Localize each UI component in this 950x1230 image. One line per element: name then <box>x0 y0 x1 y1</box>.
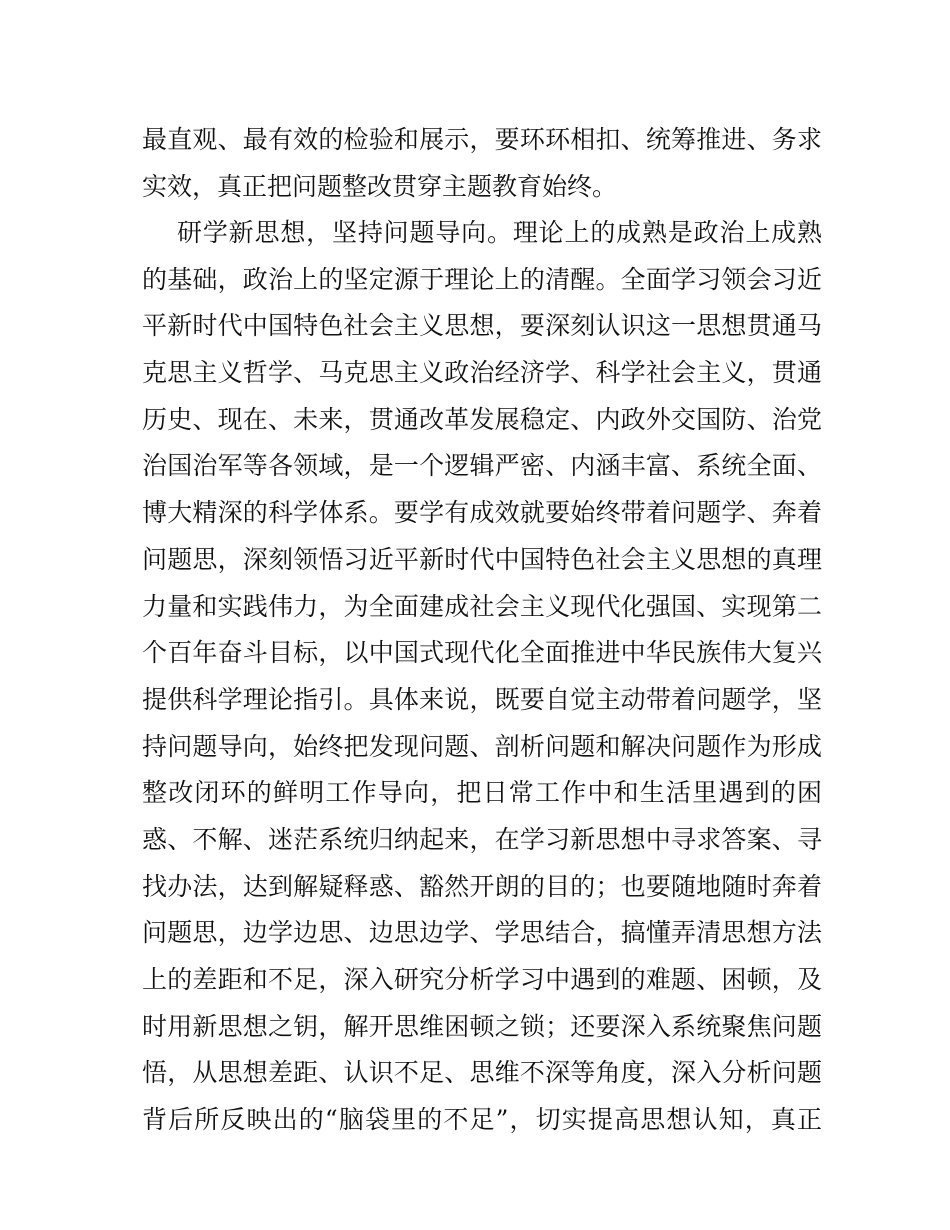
paragraph-1 <box>142 117 822 210</box>
text-line: 提供科学理论指引。具体来说，既要自觉主动带着问题学，坚 <box>142 684 822 714</box>
text-line: 治国治军等各领域，是一个逻辑严密、内涵丰富、系统全面、 <box>142 451 822 481</box>
text-line: 平新时代中国特色社会主义思想，要深刻认识这一思想贯通马 <box>142 311 822 341</box>
text-line: 研学新思想，坚持问题导向。理论上的成熟是政治上成熟 <box>177 218 822 247</box>
text-line: 惑、不解、迷茫系统归纳起来，在学习新思想中寻求答案、寻 <box>142 824 822 854</box>
text-line: 问题思，深刻领悟习近平新时代中国特色社会主义思想的真理 <box>142 544 822 574</box>
text-line: 个百年奋斗目标，以中国式现代化全面推进中华民族伟大复兴 <box>142 638 822 668</box>
text-line: 的基础，政治上的坚定源于理论上的清醒。全面学习领会习近 <box>142 264 822 294</box>
text-line: 力量和实践伟力，为全面建成社会主义现代化强国、实现第二 <box>142 591 822 621</box>
text-line: 持问题导向，始终把发现问题、剖析问题和解决问题作为形成 <box>142 731 822 761</box>
text-line: 时用新思想之钥，解开思维困顿之锁；还要深入系统聚焦问题 <box>142 1011 822 1041</box>
text-line: 上的差距和不足，深入研究分析学习中遇到的难题、困顿，及 <box>142 965 822 994</box>
text-line: 历史、现在、未来，贯通改革发展稳定、内政外交国防、治党 <box>142 404 822 434</box>
text-line: 找办法，达到解疑释惑、豁然开朗的目的；也要随地随时奔着 <box>142 871 822 901</box>
text-line: 整改闭环的鲜明工作导向，把日常工作中和生活里遇到的困 <box>142 778 822 808</box>
text-line: 博大精深的科学体系。要学有成效就要始终带着问题学、奔着 <box>142 498 822 528</box>
text-line: 问题思，边学边思、边思边学、学思结合，搞懂弄清思想方法 <box>142 918 822 948</box>
text-line: 悟，从思想差距、认识不足、思维不深等角度，深入分析问题 <box>142 1058 822 1088</box>
text-line: 背后所反映出的“脑袋里的不足”，切实提高思想认知，真正 <box>142 1105 822 1135</box>
text-line: 克思主义哲学、马克思主义政治经济学、科学社会主义，贯通 <box>142 358 822 388</box>
paragraph-2 <box>142 210 822 1144</box>
text-line: 最直观、最有效的检验和展示，要环环相扣、统筹推进、务求 <box>142 125 822 154</box>
text-line: 实效，真正把问题整改贯穿主题教育始终。 <box>142 171 618 201</box>
